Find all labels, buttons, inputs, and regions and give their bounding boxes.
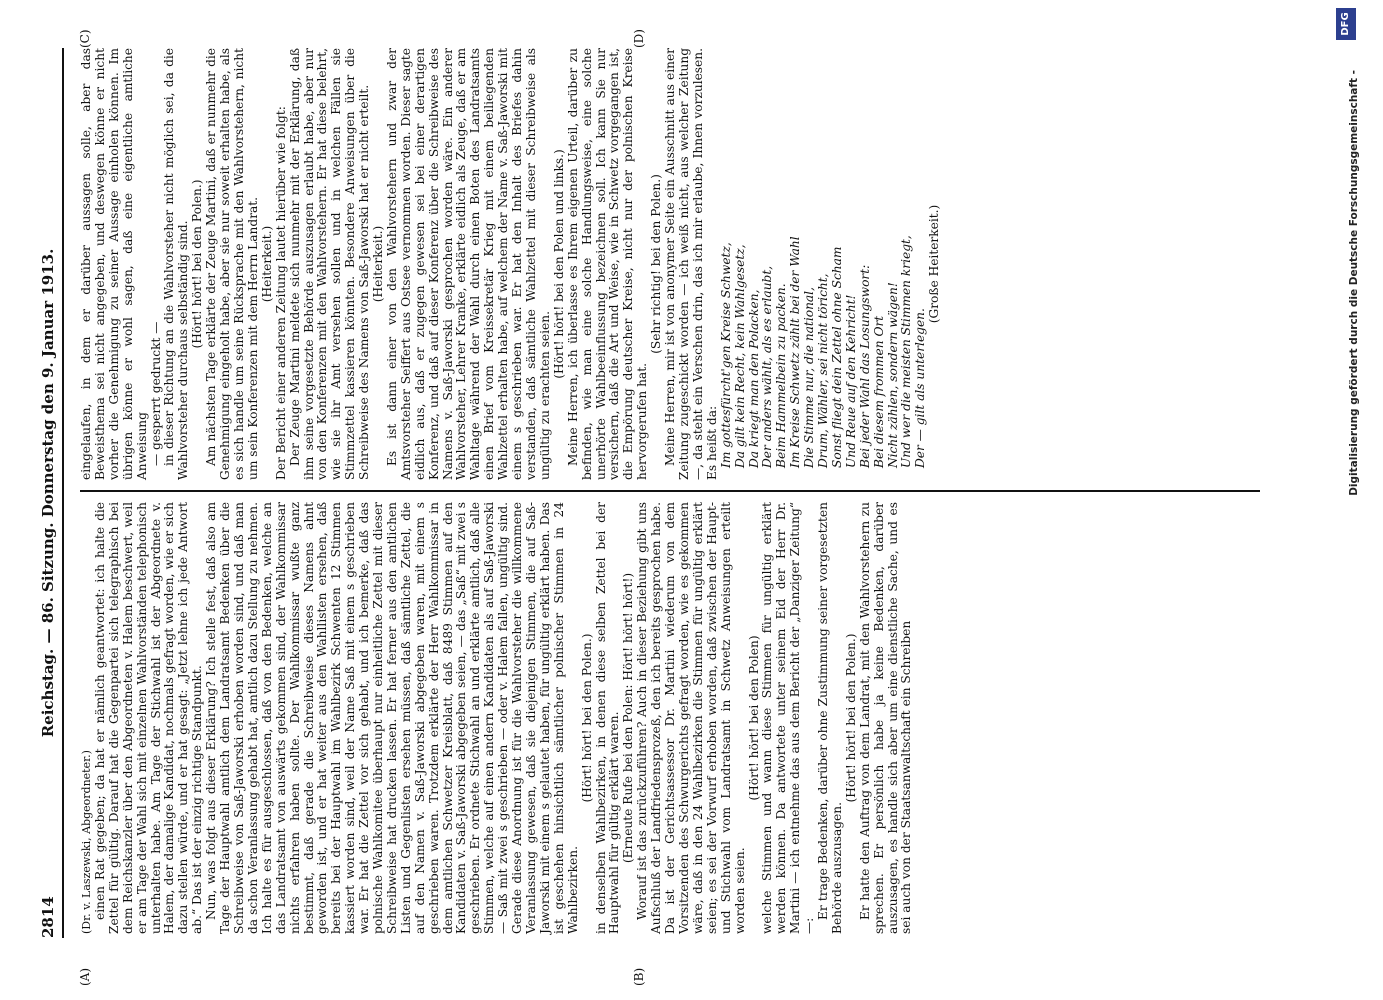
- note: — gesperrt gedruckt —: [148, 321, 163, 466]
- poem-line: Im Kreise Schwetz zählt bei der Wahl: [788, 236, 803, 468]
- paragraph: Meine Herren, ich überlasse es Ihrem eigenen Urteil, darüber zu befinden, wie man eine solche Handlungsweise, eine solche unerhörte Wahlbeeinflussung bezeichnen soll. Ich kann Sie nur versichern, daß die Art und Weise, wie in Schwetz vorgegangen ist, die Empörung deutscher Kreise, nicht nur der polnischen Kreise hervorgerufen hat.: [565, 48, 650, 480]
- dfg-logo: DFG: [1336, 8, 1356, 40]
- paragraph: Worauf ist das zurückzuführen? Auch in dieser Beziehung gibt uns Aufschluß der Landfriedensprozeß, den ich bereits gesprochen habe. Da ist der Gerichtsassessor Dr. Martini wiederum von dem Vorsitzenden des Schwurgerichts gefragt worden, wie es gekommen wäre, daß in den 24 Wahlbezirken die Stimmen für ungültig erklärt seien; es sei der Vorwurf erhoben worden, daß zwischen der Haupt- und Stichwahl vom Landratsamt in Schwetz Anweisungen erteilt worden seien.: [635, 502, 747, 934]
- margin-label-b: (B): [632, 967, 646, 986]
- paragraph: in dieser Richtung an die Wahlvorsteher nicht möglich sei, da die Wahlvorsteher durchaus selbständig sind.: [162, 48, 191, 480]
- paragraph: welche Stimmen und wann diese Stimmen für ungültig erklärt werden können. Da antwortete unter seinem Eid der Herr Dr. Martini — ich entnehme das aus dem Bericht der „Danziger Zeitung“ —:: [760, 502, 817, 934]
- paragraph: in denselben Wahlbezirken, in denen diese selben Zettel bei der Hauptwahl für gültig erklärt waren.: [593, 502, 622, 934]
- interjection: (Erneute Rufe bei den Polen: Hört! hört! hört!): [621, 572, 636, 864]
- interjection: (Hört! hört! bei den Polen.): [190, 179, 205, 349]
- margin-label-d: (D): [632, 29, 646, 48]
- digitization-credit: Digitalisierung gefördert durch die Deutsche Forschungsgemeinschaft -: [1348, 70, 1360, 496]
- text-column-left: [80, 502, 914, 934]
- quotation: Er hatte den Auftrag von dem Landrat, mit den Wahlvorstehern zu sprechen. Er persönlich habe ja keine Bedenken, darüber auszusagen, es handle sich aber um eine dienstliche Sache, und es sei auch von der Staatsanwaltschaft ein Schreiben: [857, 502, 914, 934]
- text-column-right: [80, 48, 942, 480]
- poem-line: Im gottesfürcht'gen Kreise Schwetz,: [718, 242, 733, 468]
- page-number: 2814: [39, 896, 57, 938]
- margin-label-a: (A): [78, 967, 92, 986]
- poem-line: Da kriegt man den Polacken,: [746, 289, 761, 468]
- poem-line: Bei jeder Wahl das Losungswort:: [857, 264, 872, 468]
- poem-line: Da gilt kein Recht, kein Wahlgesetz,: [732, 244, 747, 468]
- interjection: (Hört! hört! bei den Polen und links.): [551, 149, 566, 379]
- paragraph: Nun, was folgt aus dieser Erklärung? Ich stelle fest, daß also am Tage der Hauptwahl amtlich dem Landratsamt Bedenken über die Schreibweise von Saß-Jaworski erhoben worden sind, und daß man da schon Veranlassung gehabt hat, amtlich dazu Stellung zu nehmen. Ich halte es für ausgeschlossen, daß von den Bedenken, welche an das Landratsamt von auswärts gekommen sind, der Wahlkommissar nichts erfahren haben sollte. Der Wahlkommissar wußte ganz bestimmt, daß gerade die Schreibweise dieses Namens ahnt geworden ist, und er hat weiter aus den Wahllisten ersehen, daß bereits bei der Hauptwahl im Wahlbezirk Schwenten 12 Stimmen kassiert worden sind, weil der Name Saß mit einem s geschrieben war. Er hat die Zettel vor sich gehabt, und ich bemerke, daß das polnische Wahlkomitee überhaupt nur einheitliche Zettel mit dieser Schreibweise hat drucken lassen. Er hat ferner aus den amtlichen Listen und Gegenlisten ersehen müssen, daß sämtliche Zettel, die auf den Namen v. Saß-Jaworski abgegeben waren, mit einem s geschrieben waren. Trotzdem erklärte der Herr Wahlkommissar in dem amtlichen Schwetzer Kreisblatt, daß 8489 Stimmen auf den Kandidaten v. Saß-Jaworski abgegeben seien, — das „Saß“ mit zwei s geschrieben. Er ordnete Stichwahl an und erklärte amtlich, daß alle Stimmen, welche auf einen andern Kandidaten als auf Saß-Jaworski — Saß mit zwei s geschrieben — oder v. Halem fallen, ungültig sind. Gerade diese Anordnung ist für die Wahlvorsteher die willkommene Veranlassung gewesen, daß sie diejenigen Stimmen, die auf Saß-Jaworski mit einem s gelautet haben, für ungültig erklärt haben. Das ist geschehen hinsichtlich sämtlicher polnischer Stimmen in 24 Wahlbezirken.: [204, 502, 580, 934]
- interjection: (Heiterkeit.): [371, 225, 386, 303]
- interjection: (Hört! hört! bei den Polen): [746, 635, 761, 801]
- margin-label-c: (C): [78, 29, 92, 48]
- poem-line: Und wer die meisten Stimmen kriegt,: [899, 235, 914, 468]
- header-rule: [62, 48, 64, 938]
- poem-line: Der anders wählt, als es erlaubt,: [760, 265, 775, 468]
- interjection: (Hört! hört! bei den Polen.): [843, 633, 858, 803]
- paragraph: Meine Herren, mir ist von anonymer Seite ein Ausschnitt aus einer Zeitung zugeschickt worden — ich weiß nicht, aus welcher Zeitung —, da steht ein Verschen drin, das ich mir erlaube, Ihnen vorzulesen. Es heißt da:: [663, 48, 719, 480]
- page-header: [35, 48, 65, 938]
- poem-line: Nicht zählen, sondern wägen!: [885, 282, 900, 468]
- paragraph: eingelaufen, in dem er darüber aussagen solle, aber das Beweisthema sei nicht angegeben, und deswegen könne er nicht vorher die Genehmigung zu seiner Aussage einholen können. Im übrigen könne er wohl sagen, daß eine eigentliche amtliche Anweisung: [79, 48, 149, 480]
- paragraph: Am nächsten Tage erklärte der Zeuge Martini, daß er nunmehr die Genehmigung eingeholt habe, aber sie nur soweit erhalten habe, als es sich handle um seine Rücksprache mit den Wahlvorstehern, nicht um sein Konferenzen mit dem Herrn Landrat.: [204, 48, 260, 480]
- header-title: Reichstag. — 86. Sitzung. Donnerstag den 9. Januar 1913.: [39, 248, 57, 738]
- poem-line: Sonst fliegt dein Zettel ohne Scham: [829, 246, 844, 468]
- column-divider: [80, 490, 1260, 492]
- interjection: (Sehr richtig! bei den Polen.): [649, 174, 664, 354]
- quotation: Er trage Bedenken, darüber ohne Zustimmung seiner vorgesetzten Behörde auszusagen.: [816, 502, 844, 934]
- paragraph: Der Bericht einer anderen Zeitung lautet hierüber wie folgt:: [273, 106, 288, 480]
- interjection: (Heiterkeit.): [259, 225, 274, 303]
- poem-line: Bei diesem frommen Ort: [871, 315, 886, 468]
- poem-line: Drum, Wähler, sei nicht töricht,: [816, 273, 831, 468]
- poem-line: Beim Hammelbein zu packen.: [774, 283, 789, 468]
- paragraph: Es ist dann einer von den Wahlvorstehern und zwar der Amtsvorsteher Seiffert aus Ostsee vernommen worden. Dieser sagte eidlich aus, daß er zugegen gewesen sei bei einer derartigen Konferenz, und daß auf dieser Konferenz über die Schreibweise des Namens v. Saß-Jaworski gesprochen worden wäre. Ein anderer Wahlvorsteher, Lehrer Kranke, erklärte eidlich als Zeuge, daß er am Wahltage während der Wahl durch einen Boten des Landratsamts einen Brief vom Kreissekretär Krieg mit einem beiliegenden Wahlzettel erhalten habe, auf welchem der Name v. Saß-Jaworski mit einem s geschrieben war. Er hat den Inhalt des Briefes dahin verstanden, daß sämtliche Wahlzettel mit dieser Schreibweise als ungültig zu erachten seien.: [384, 48, 552, 480]
- interjection: (Große Heiterkeit.): [927, 204, 942, 324]
- quotation: Der Zeuge Martini meldete sich nunmehr mit der Erklärung, daß ihm seine vorgesetzte Behörde auszusagen erlaubt habe, aber nur von den Konferenzen mit den Wahlvorstehern. Er hat diese belehrt, wie sie ihr Amt versehen sollen und in welchen Fällen sie Stimmzettel kassieren könnten. Besondere Anweisungen über die Schreibweise des Namens von Saß-Jaworski hat er nicht erteilt.: [287, 48, 372, 480]
- interjection: (Hört! hört! bei den Polen.): [579, 633, 594, 803]
- poem-line: Und Reue auf den Kehricht!: [843, 294, 858, 468]
- speaker-label: (Dr. v. Laszewski, Abgeordneter.): [80, 750, 93, 934]
- poem-line: Der — gilt als unterlegen.: [913, 308, 928, 468]
- paragraph: einen Rat gegeben; da hat er nämlich geantwortet: ich halte die Zettel für gültig. Darauf hat die Gegenpartei sich telegraphisch bei dem Reichskanzler über den Abgeordneten v. Halem beschwert, weil er am Tage der Wahl sich mit einzelnen Wahlvorständen telephonisch unterhalten habe. Am Tage der Stichwahl ist der Abgeordnete v. Halem, der damalige Kandidat, nochmals gefragt worden, wie er sich dazu stellen würde, und er hat gesagt: „Jetzt lehne ich jede Antwort ab.“ Das ist der einzig richtige Standpunkt.: [92, 502, 205, 934]
- poem-line: Die Stimme nur, die national,: [802, 287, 817, 468]
